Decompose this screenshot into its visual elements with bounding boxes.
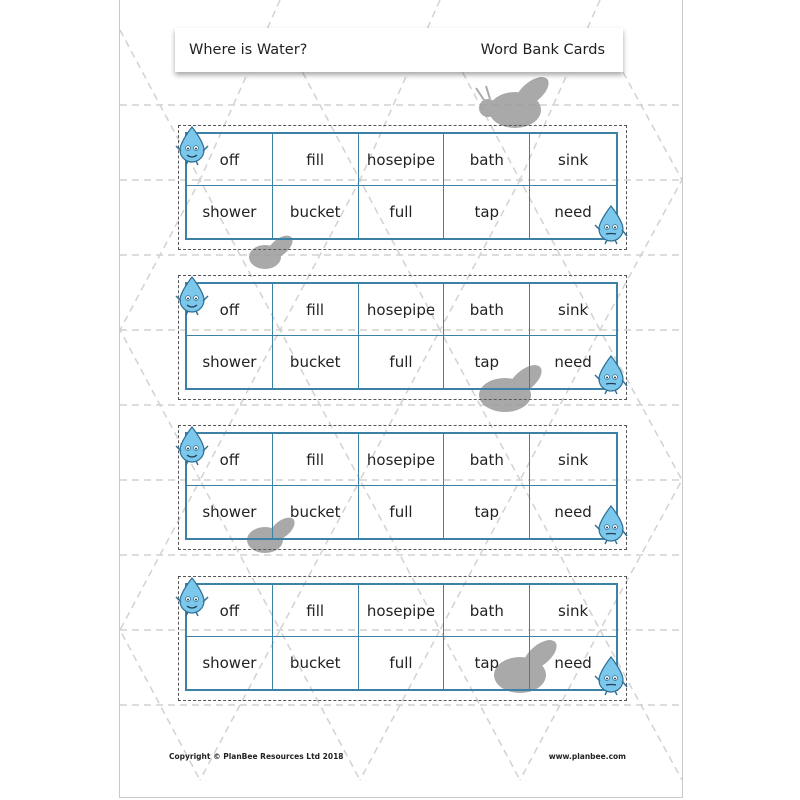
website-text: www.planbee.com xyxy=(548,752,626,761)
water-drop-mascot-icon xyxy=(594,503,628,545)
word-cell: fill xyxy=(273,434,359,486)
title-banner xyxy=(175,28,623,72)
word-cell: off xyxy=(187,585,273,637)
word-cell: full xyxy=(359,637,445,689)
word-cell: full xyxy=(359,336,445,388)
word-card xyxy=(178,576,627,701)
word-cell: need xyxy=(554,654,592,672)
word-cell: need xyxy=(554,503,592,521)
word-cell: fill xyxy=(273,585,359,637)
water-drop-mascot-icon xyxy=(594,353,628,395)
water-drop-mascot-icon xyxy=(175,274,209,316)
copyright-text: Copyright © PlanBee Resources Ltd 2018 xyxy=(169,752,344,761)
word-cell: tap xyxy=(444,336,530,388)
word-cell: need xyxy=(554,353,592,371)
word-cell: bath xyxy=(444,284,530,336)
word-cell: hosepipe xyxy=(359,434,445,486)
word-cell: off xyxy=(187,434,273,486)
word-cell: sink xyxy=(530,434,616,486)
word-cell: full xyxy=(359,186,445,238)
water-drop-mascot-icon xyxy=(175,575,209,617)
worksheet-title: Where is Water? xyxy=(189,42,308,58)
word-cell: tap xyxy=(444,186,530,238)
word-cell: hosepipe xyxy=(359,585,445,637)
water-drop-mascot-icon xyxy=(594,203,628,245)
word-cell: hosepipe xyxy=(359,284,445,336)
water-drop-mascot-icon xyxy=(594,654,628,696)
word-card xyxy=(178,275,627,400)
word-cell: bucket xyxy=(273,336,359,388)
word-cell: bath xyxy=(444,134,530,186)
word-cell: tap xyxy=(444,637,530,689)
word-grid xyxy=(185,432,618,540)
word-cell: shower xyxy=(187,186,273,238)
word-cell: sink xyxy=(530,585,616,637)
water-drop-mascot-icon xyxy=(175,124,209,166)
word-cell: off xyxy=(187,134,273,186)
word-cell: shower xyxy=(187,486,273,538)
word-cell: off xyxy=(187,284,273,336)
word-cell: full xyxy=(359,486,445,538)
word-cell: sink xyxy=(530,134,616,186)
word-cell: need xyxy=(554,203,592,221)
word-card xyxy=(178,125,627,250)
word-cell: fill xyxy=(273,284,359,336)
word-grid xyxy=(185,282,618,390)
word-grid xyxy=(185,132,618,240)
word-cell: sink xyxy=(530,284,616,336)
word-cell: bucket xyxy=(273,637,359,689)
word-cell: hosepipe xyxy=(359,134,445,186)
word-cell: tap xyxy=(444,486,530,538)
worksheet-subtitle: Word Bank Cards xyxy=(480,42,605,58)
word-cell: shower xyxy=(187,336,273,388)
word-cell: fill xyxy=(273,134,359,186)
word-grid xyxy=(185,583,618,691)
word-cell: bath xyxy=(444,585,530,637)
word-card xyxy=(178,425,627,550)
word-cell: shower xyxy=(187,637,273,689)
word-cell: bucket xyxy=(273,486,359,538)
word-cell: bath xyxy=(444,434,530,486)
water-drop-mascot-icon xyxy=(175,424,209,466)
word-cell: bucket xyxy=(273,186,359,238)
